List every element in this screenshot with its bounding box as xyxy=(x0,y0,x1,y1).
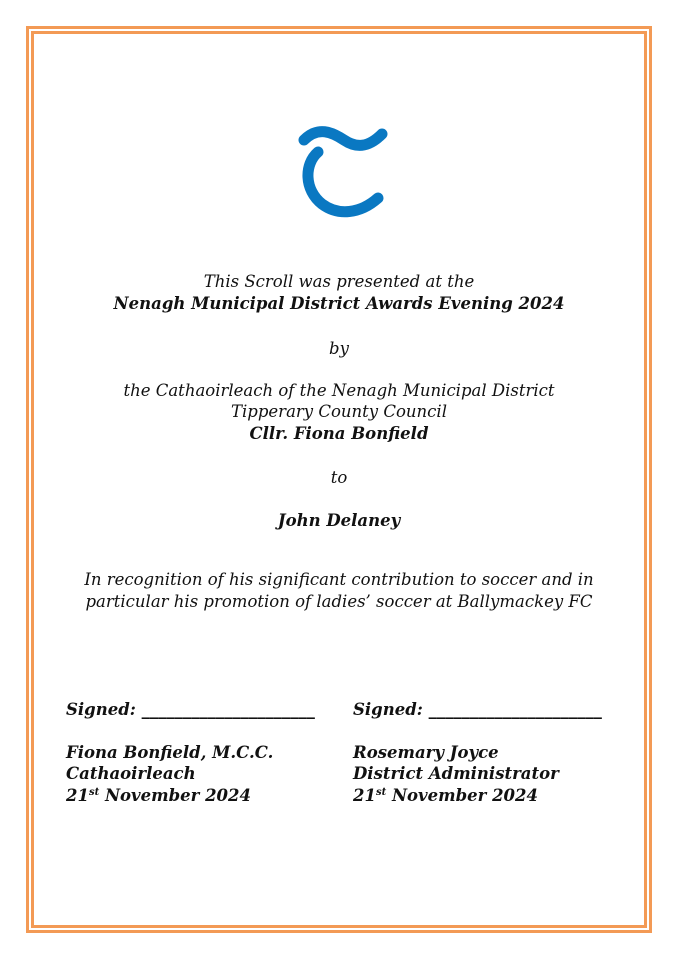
right-signature-date: 21st November 2024 xyxy=(353,786,538,805)
right-signatory-name: Rosemary Joyce xyxy=(353,743,499,762)
left-signatory-name: Fiona Bonfield, M.C.C. xyxy=(66,743,274,762)
left-signature-line: Signed: _____________________ xyxy=(66,700,315,719)
event-title: Nenagh Municipal District Awards Evening 2024 xyxy=(113,294,565,313)
right-signature-line: Signed: _____________________ xyxy=(353,700,602,719)
right-signatory-title: District Administrator xyxy=(353,764,559,783)
by-text: by xyxy=(329,339,349,358)
presenter-name: Cllr. Fiona Bonfield xyxy=(249,424,429,443)
citation-line-1: In recognition of his significant contribution to soccer and in xyxy=(84,570,594,589)
left-signatory-title: Cathaoirleach xyxy=(66,764,196,783)
presenter-role: the Cathaoirleach of the Nenagh Municipal District xyxy=(123,381,555,400)
citation-line-2: particular his promotion of ladies’ soccer at Ballymackey FC xyxy=(85,592,593,611)
council-logo-icon xyxy=(296,126,388,218)
to-text: to xyxy=(330,468,348,487)
intro-text: This Scroll was presented at the xyxy=(203,272,475,291)
recipient-name: John Delaney xyxy=(277,511,401,530)
council-name: Tipperary County Council xyxy=(231,402,447,421)
left-signature-date: 21st November 2024 xyxy=(66,786,251,805)
